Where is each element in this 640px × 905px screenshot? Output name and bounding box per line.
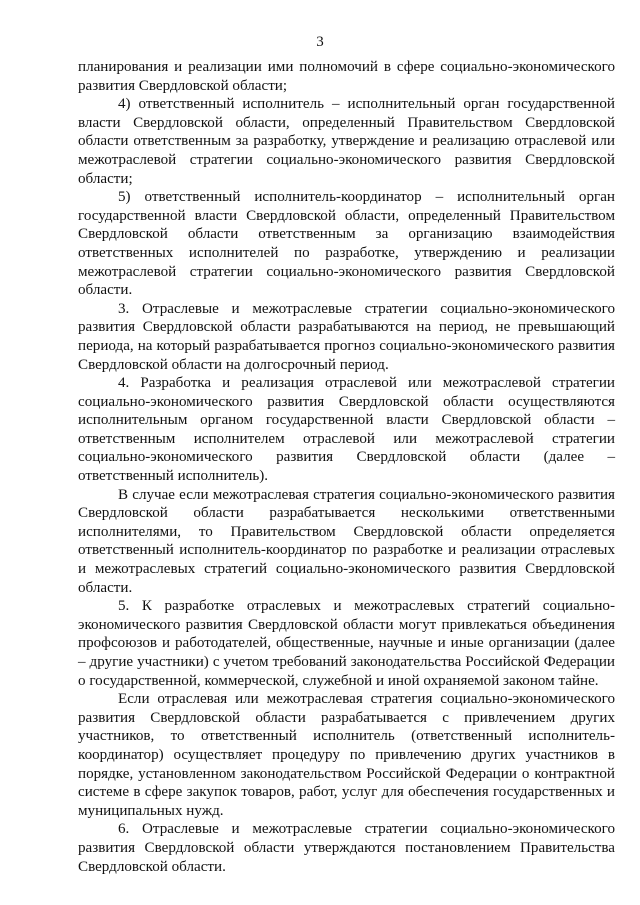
paragraph-clause-5: 5. К разработке отраслевых и межотраслевых стратегий социально-экономического развития Свердловской области могут привлекаться объединения профсоюзов и работодателей, общественные, научные и иные организации (далее – другие участники) с учетом требований законодательства Российской Федерации о государственной, коммерческой, служебной и иной охраняемой законом тайне. (78, 598, 615, 689)
paragraph-clause-4-coordinator: В случае если межотраслевая стратегия социально-экономического развития Свердловской области разрабатывается несколькими ответственными исполнителями, то Правительством Свердловской области определяется ответственный исполнитель-координатор по разработке и реализации отраслевых и межотраслевых стратегий социально-экономического развития Свердловской области. (78, 486, 615, 596)
document-body (78, 58, 615, 876)
paragraph-definition-5: 5) ответственный исполнитель-координатор – исполнительный орган государственной власти Свердловской области, определенный Правительством Свердловской области ответственным за организацию взаимодействия ответственных исполнителей по разработке, утверждению и реализации межотраслевой стратегии социально-экономического развития Свердловской области. (78, 189, 615, 299)
paragraph-clause-5-procurement: Если отраслевая или межотраслевая стратегия социально-экономического развития Свердловской области разрабатывается с привлечением других участников, то ответственный исполнитель (ответственный исполнитель-координатор) осуществляет процедуру по привлечению других участников в порядке, установленном законодательством Российской Федерации о контрактной системе в сфере закупок товаров, работ, услуг для обеспечения государственных и муниципальных нужд. (78, 691, 615, 819)
page-number: 3 (316, 34, 324, 50)
paragraph-clause-4: 4. Разработка и реализация отраслевой или межотраслевой стратегии социально-экономического развития Свердловской области осуществляются исполнительным органом государственной власти Свердловской области – ответственным исполнителем отраслевой или межотраслевой стратегии социально-экономического развития Свердловской области (далее – ответственный исполнитель). (78, 375, 615, 485)
paragraph-clause-6: 6. Отраслевые и межотраслевые стратегии социально-экономического развития Свердловской области утверждаются постановлением Правительства Свердловской области. (78, 821, 615, 875)
paragraph-continuation: планирования и реализации ими полномочий в сфере социально-экономического развития Свердловской области; (78, 59, 615, 94)
paragraph-clause-3: 3. Отраслевые и межотраслевые стратегии социально-экономического развития Свердловской области разрабатываются на период, не превышающий периода, на который разрабатывается прогноз социально-экономического развития Свердловской области на долгосрочный период. (78, 300, 615, 373)
paragraph-definition-4: 4) ответственный исполнитель – исполнительный орган государственной власти Свердловской области, определенный Правительством Свердловской области ответственным за разработку, утверждение и реализацию отраслевой или межотраслевой стратегии социально-экономического развития Свердловской области; (78, 96, 615, 187)
